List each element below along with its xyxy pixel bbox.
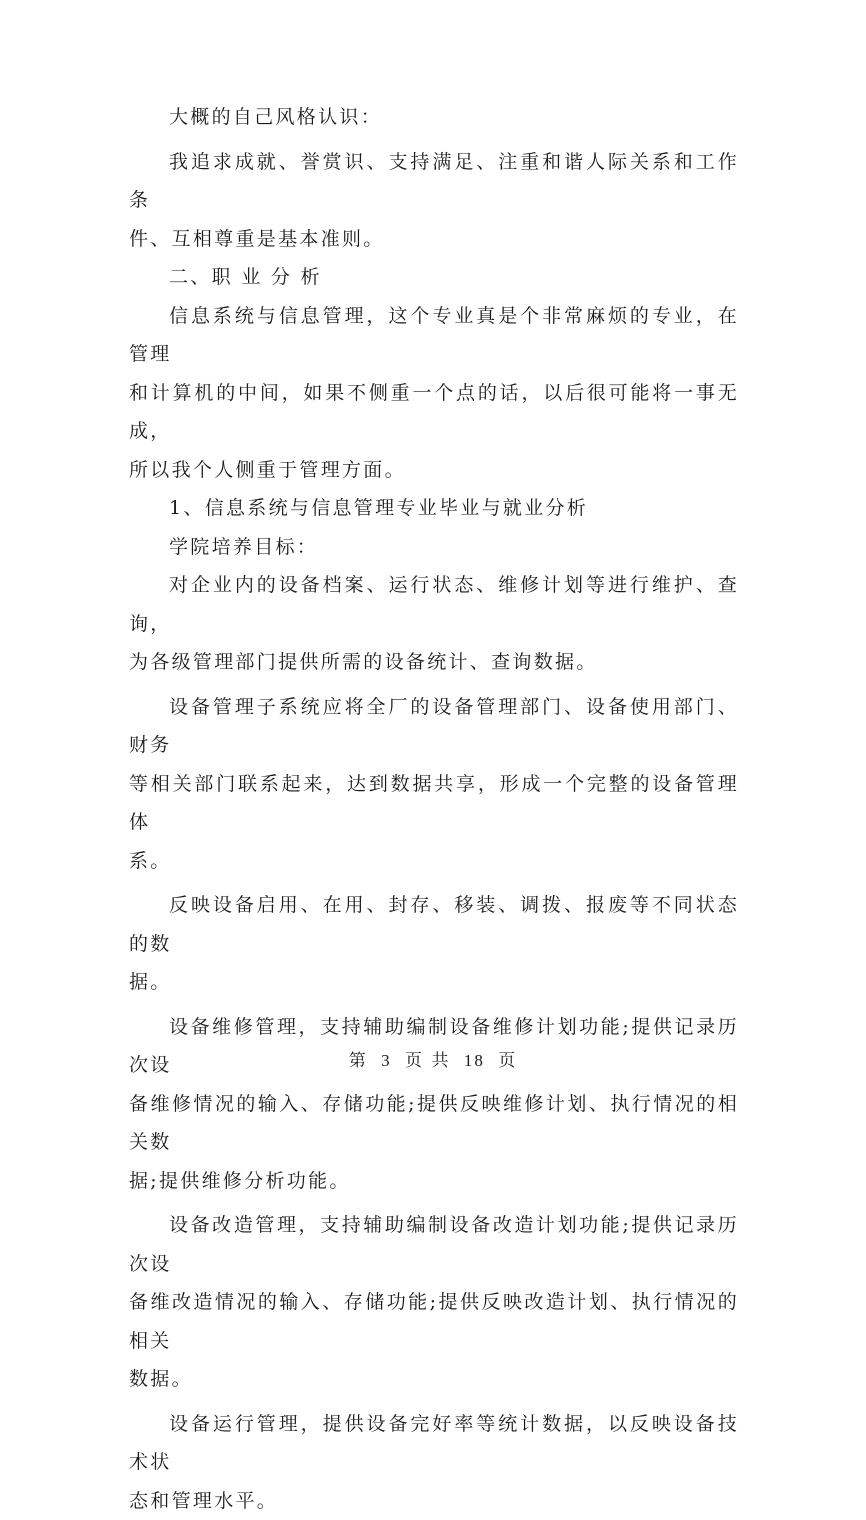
text-line: 设备运行管理，提供设备完好率等统计数据，以反映设备技术状 <box>129 1405 739 1482</box>
footer-middle: 页 共 <box>405 1046 450 1071</box>
text-line: 1、信息系统与信息管理专业毕业与就业分析 <box>129 489 739 528</box>
text-line: 我追求成就、誉赏识、支持满足、注重和谐人际关系和工作条 <box>129 143 739 220</box>
section-heading-career-analysis <box>129 258 739 297</box>
subheading-training-goal <box>129 528 739 567</box>
current-page-number: 3 <box>381 1051 392 1071</box>
subheading-employment-analysis <box>129 489 739 528</box>
page-footer <box>0 1046 866 1071</box>
text-line: 据;提供维修分析功能。 <box>129 1162 739 1201</box>
document-body <box>129 98 739 1520</box>
paragraph-equipment-status <box>129 886 739 1002</box>
paragraph-major-overview <box>129 297 739 490</box>
text-line: 设备管理子系统应将全厂的设备管理部门、设备使用部门、财务 <box>129 688 739 765</box>
text-line: 为各级管理部门提供所需的设备统计、查询数据。 <box>129 643 739 682</box>
paragraph-style-intro <box>129 98 739 137</box>
text-line: 数据。 <box>129 1360 739 1399</box>
text-line: 所以我个人侧重于管理方面。 <box>129 451 739 490</box>
text-line: 据。 <box>129 963 739 1002</box>
text-line: 设备维修管理，支持辅助编制设备维修计划功能;提供记录历次设 <box>129 1008 739 1085</box>
paragraph-operation-management <box>129 1405 739 1520</box>
text-line: 学院培养目标： <box>129 528 739 567</box>
text-line: 备维修情况的输入、存储功能;提供反映维修计划、执行情况的相关数 <box>129 1085 739 1162</box>
paragraph-style-values <box>129 143 739 259</box>
footer-prefix: 第 <box>349 1046 368 1071</box>
text-line: 等相关部门联系起来，达到数据共享，形成一个完整的设备管理体 <box>129 765 739 842</box>
paragraph-maintenance-management <box>129 1008 739 1201</box>
text-line: 态和管理水平。 <box>129 1482 739 1520</box>
paragraph-renovation-management <box>129 1206 739 1399</box>
text-line: 二、职 业 分 析 <box>129 258 739 297</box>
text-line: 反映设备启用、在用、封存、移装、调拨、报废等不同状态的数 <box>129 886 739 963</box>
text-line: 设备改造管理，支持辅助编制设备改造计划功能;提供记录历次设 <box>129 1206 739 1283</box>
text-line: 大概的自己风格认识： <box>129 98 739 137</box>
text-line: 和计算机的中间，如果不侧重一个点的话，以后很可能将一事无成， <box>129 374 739 451</box>
paragraph-equipment-records <box>129 566 739 682</box>
text-line: 系。 <box>129 842 739 881</box>
text-line: 信息系统与信息管理，这个专业真是个非常麻烦的专业，在管理 <box>129 297 739 374</box>
total-page-count: 18 <box>464 1051 485 1071</box>
text-line: 备维改造情况的输入、存储功能;提供反映改造计划、执行情况的相关 <box>129 1283 739 1360</box>
paragraph-equipment-subsystem <box>129 688 739 881</box>
footer-suffix: 页 <box>498 1046 517 1071</box>
text-line: 对企业内的设备档案、运行状态、维修计划等进行维护、查询， <box>129 566 739 643</box>
text-line: 件、互相尊重是基本准则。 <box>129 220 739 259</box>
